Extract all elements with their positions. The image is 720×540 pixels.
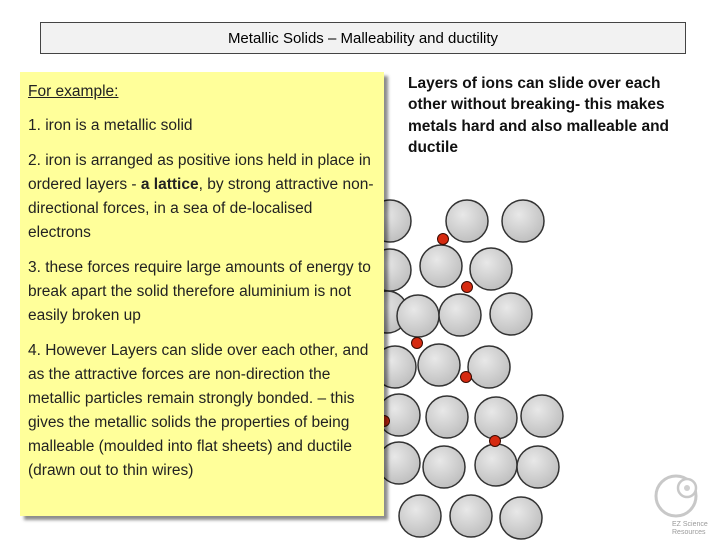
note-point-2-end: , by strong attractive non-directional forces, in a sea of de-localised electrons [28, 176, 374, 242]
metal-ion-icon [418, 344, 460, 386]
metal-ion-icon [423, 446, 465, 488]
metal-ion-icon [450, 495, 492, 537]
metal-ion-icon [399, 495, 441, 537]
electron-icon [461, 372, 472, 383]
metal-ion-icon [420, 245, 462, 287]
electron-icon [412, 338, 423, 349]
metal-ion-icon [397, 295, 439, 337]
note-point-2 [28, 149, 376, 245]
metal-ion-icon [439, 294, 481, 336]
logo-text-line-1: EZ Science [672, 521, 708, 528]
metal-ion-icon [502, 200, 544, 242]
metal-ion-icon [500, 497, 542, 539]
metal-ion-icon [378, 394, 420, 436]
note-point-4: 4. However Layers can slide over each other, and as the attractive forces are non-direction the metallic particles remain strongly bonded. – this gives the metallic solids the properties of being malleable (moulded into flat sheets) and ductile (drawn out to thin wires) [28, 342, 369, 480]
metal-ion-icon [378, 442, 420, 484]
note-point-2-bold: a lattice [140, 176, 199, 194]
layers-explanation: Layers of ions can slide over each other without breaking- this makes metals hard and also malleable and ductile [408, 75, 670, 157]
electron-icon [462, 282, 473, 293]
metal-ion-icon [517, 446, 559, 488]
metal-ion-icon [475, 397, 517, 439]
logo-text-line-2: Resources [672, 529, 706, 536]
metal-ion-icon [490, 293, 532, 335]
metal-ion-icon [426, 396, 468, 438]
metal-ion-icon [521, 395, 563, 437]
logo-icon [650, 470, 712, 536]
note-point-1: 1. iron is a metallic solid [28, 117, 193, 135]
metal-ion-icon [470, 248, 512, 290]
note-point-3: 3. these forces require large amounts of energy to break apart the solid therefore aluminium is not easily broken up [28, 259, 371, 325]
electron-icon [490, 436, 501, 447]
metal-ion-icon [475, 444, 517, 486]
note-heading: For example: [28, 83, 119, 100]
electron-icon [438, 234, 449, 245]
note-point-2-start: 2. iron is arranged as positive ions held in place in ordered layers - [28, 152, 371, 194]
metal-ion-icon [446, 200, 488, 242]
explanation-note [20, 72, 384, 516]
slide-title-text: Metallic Solids – Malleability and ductility [227, 29, 499, 47]
metal-ion-icon [468, 346, 510, 388]
slide-title [40, 22, 686, 54]
